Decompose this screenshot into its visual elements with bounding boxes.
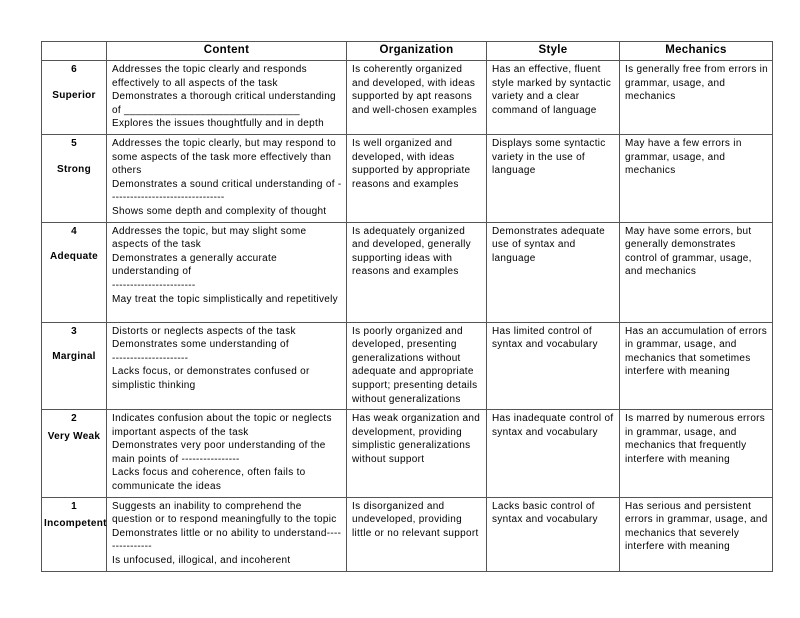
table-row [42,410,773,498]
content-line: Addresses the topic clearly and responds effectively to all aspects of the task [112,64,307,89]
content-line: May treat the topic simplistically and repetitively [112,293,338,305]
header-organization: Organization [347,42,487,61]
table-row [42,134,773,222]
score-label: Adequate [50,251,98,263]
organization-cell: Has weak organization and development, providing simplistic generalizations without support [347,410,487,498]
content-line: Suggests an inability to comprehend the question or to respond meaningfully to the topic [112,500,337,526]
content-line: Demonstrates very poor understanding of the main points of ---------------- [112,440,326,465]
style-cell: Demonstrates adequate use of syntax and language [487,222,620,322]
header-row [42,42,773,61]
score-cell [42,134,107,222]
content-line: Explores the issues thoughtfully and in depth [112,118,324,130]
style-cell: Has inadequate control of syntax and vocabulary [487,410,620,498]
content-line: Shows some depth and complexity of thought [112,205,327,217]
score-label: Very Weak [47,430,101,442]
content-cell [107,222,347,322]
style-cell: Has limited control of syntax and vocabulary [487,322,620,410]
content-cell [107,410,347,498]
score-cell [42,410,107,498]
score-label: Incompetent [44,518,107,530]
score-number: 1 [71,500,77,512]
content-line: Addresses the topic, but may slight some aspects of the task [112,225,307,251]
mechanics-cell: Has an accumulation of errors in grammar, usage, and mechanics that sometimes interfere with meaning [620,322,773,410]
content-line: Addresses the topic clearly, but may respond to some aspects of the task more effectively than others [112,137,337,177]
score-cell [42,497,107,571]
table-row [42,497,773,571]
content-line: Lacks focus and coherence, often fails to communicate the ideas [112,467,306,493]
score-number: 2 [71,413,77,425]
table-row [42,222,773,322]
organization-cell: Is poorly organized and developed, presenting generalizations without adequate and appropriate support; presenting details without generalizations [347,322,487,410]
table-row [42,61,773,135]
content-line: Demonstrates a generally accurate understanding of [112,252,277,278]
score-number: 4 [71,225,77,237]
content-line: Is unfocused, illogical, and incoherent [112,555,291,567]
content-cell [107,134,347,222]
score-label: Strong [56,163,92,175]
content-cell [107,61,347,135]
header-content: Content [107,42,347,61]
content-line: Demonstrates little or no ability to understand--------------- [112,527,342,553]
organization-cell: Is disorganized and undeveloped, providing little or no relevant support [347,497,487,571]
header-mechanics: Mechanics [620,42,773,61]
organization-cell: Is coherently organized and developed, with ideas supported by apt reasons and well-chosen examples [347,61,487,135]
content-line: Indicates confusion about the topic or neglects important aspects of the task [112,413,332,438]
content-cell [107,497,347,571]
header-score [42,42,107,61]
score-cell [42,322,107,410]
header-style: Style [487,42,620,61]
content-line: ----------------------- [112,279,196,291]
content-line: Lacks focus, or demonstrates confused or simplistic thinking [112,366,310,391]
content-line: --------------------- [112,352,189,364]
score-label: Superior [52,89,96,101]
score-number: 5 [71,137,77,149]
style-cell: Lacks basic control of syntax and vocabulary [487,497,620,571]
mechanics-cell: Has serious and persistent errors in grammar, usage, and mechanics that severely interfere with meaning [620,497,773,571]
score-cell [42,222,107,322]
table-row [42,322,773,410]
content-cell [107,322,347,410]
mechanics-cell: May have a few errors in grammar, usage, and mechanics [620,134,773,222]
style-cell: Displays some syntactic variety in the use of language [487,134,620,222]
content-line: Demonstrates a thorough critical understanding of ______________________________ [112,91,336,116]
mechanics-cell: May have some errors, but generally demonstrates control of grammar, usage, and mechanics [620,222,773,322]
style-cell: Has an effective, fluent style marked by syntactic variety and a clear command of language [487,61,620,135]
mechanics-cell: Is generally free from errors in grammar, usage, and mechanics [620,61,773,135]
score-number: 6 [71,64,77,75]
content-line: Demonstrates a sound critical understanding of -------------------------------- [112,178,342,204]
content-line: Demonstrates some understanding of [112,339,289,351]
score-number: 3 [71,325,77,337]
grading-rubric-table [41,41,773,572]
content-line: Distorts or neglects aspects of the task [112,325,296,337]
score-cell [42,61,107,135]
organization-cell: Is well organized and developed, with ideas supported by appropriate reasons and examples [347,134,487,222]
mechanics-cell: Is marred by numerous errors in grammar, usage, and mechanics that frequently interfere with meaning [620,410,773,498]
organization-cell: Is adequately organized and developed, generally supporting ideas with reasons and examples [347,222,487,322]
score-label: Marginal [52,351,96,363]
